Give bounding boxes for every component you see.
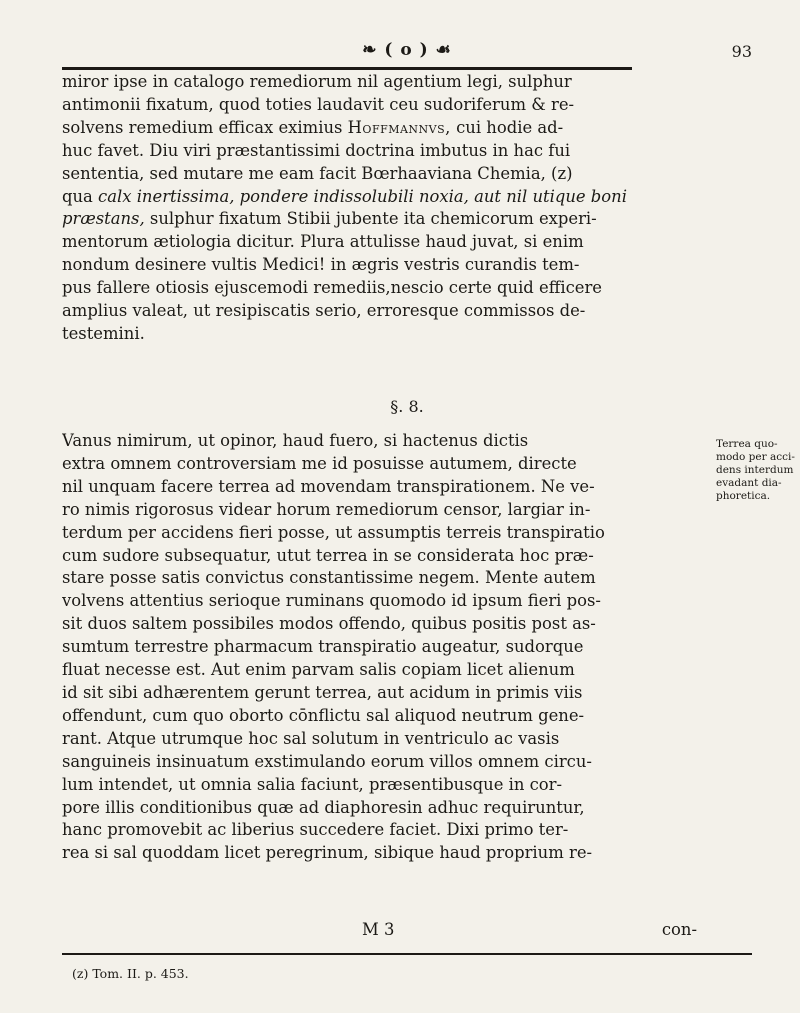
marginal-note [716,438,796,503]
signature-mark: M 3 [362,920,395,939]
text-line: fluat necesse est. Aut enim parvam salis copiam licet alienum [62,660,575,680]
text-line: huc favet. Diu viri præstantissimi doctrina imbutus in hac fui [62,140,571,160]
author-name: Hoffmannvs, [347,117,451,137]
paragraph-1 [62,71,752,346]
margin-line: evadant dia- [716,477,782,489]
page-number: 93 [731,42,752,61]
margin-line: dens interdum [716,464,794,476]
text-line: lum intendet, ut omnia salia faciunt, præsentibusque in cor- [62,774,563,794]
text-line: ro nimis rigorosus videar horum remediorum censor, largiar in- [62,499,591,519]
catchword: con- [661,920,697,939]
footnote-rule [62,953,752,955]
text-line: cum sudore subsequatur, utut terrea in se considerata hoc præ- [62,545,594,565]
footnote: (z) Tom. II. p. 453. [72,966,189,981]
text-line: sententia, sed mutare me eam facit Bœrhaaviana Chemia, (z) [62,163,573,183]
text-line: mentorum ætiologia dicitur. Plura attulisse haud juvat, si enim [62,232,584,252]
header-rule [62,67,632,70]
text-line: id sit sibi adhærentem gerunt terrea, aut acidum in primis viis [62,682,583,702]
text-line: stare posse satis convictus constantissime negem. Mente autem [62,568,596,588]
text-line: antimonii fixatum, quod toties laudavit ceu sudoriferum & re- [62,94,575,114]
text-line: nondum desinere vultis Medici! in ægris vestris curandis tem- [62,255,580,275]
text-line: hanc promovebit ac liberius succedere faciet. Dixi primo ter- [62,820,569,840]
margin-line: Terrea quo- [716,438,778,450]
text-line: volvens attentius serioque ruminans quomodo id ipsum fieri pos- [62,591,601,611]
text-line: testemini. [62,323,145,343]
text-line: miror ipse in catalogo remediorum nil agentium legi, sulphur [62,72,572,91]
text-line: solvens remedium efficax eximius Hoffmannvs, cui hodie ad- [62,117,564,137]
page-footer-line [62,920,752,942]
margin-line: phoretica. [716,490,771,502]
text-line: terdum per accidens fieri posse, ut assumptis terreis transpiratio [62,522,605,542]
text-line: rant. Atque utrumque hoc sal solutum in ventriculo ac vasis [62,728,560,748]
text-line: sanguineis insinuatum exstimulando eorum villos omnem circu- [62,751,592,771]
text-line: pore illis conditionibus quæ ad diaphoresin adhuc requiruntur, [62,797,585,817]
text-line: sumtum terrestre pharmacum transpiratio augeatur, sudorque [62,637,584,657]
text-line: Vanus nimirum, ut opinor, haud fuero, si hactenus dictis [62,431,529,450]
text-line: sit duos saltem possibiles modos offendo, quibus positis post as- [62,614,596,634]
text-line: offendunt, cum quo oborto cōnflictu sal aliquod neutrum gene- [62,705,585,725]
paragraph-2 [62,430,702,865]
text-line: rea si sal quoddam licet peregrinum, sibique haud proprium re- [62,843,593,863]
text-line: pus fallere otiosis ejuscemodi remediis,nescio certe quid efficere [62,278,603,298]
text-line: nil unquam facere terrea ad movendam transpirationem. Ne ve- [62,476,595,496]
header-ornament: ❧ ( o ) ☙ [362,40,452,60]
italic-quote: calx inertissima, pondere indissolubili noxia, aut nil utique boni [98,186,627,206]
text-line: extra omnem controversiam me id posuisse autumem, directe [62,453,577,473]
margin-line: modo per acci- [716,451,795,463]
section-heading: §. 8. [390,397,424,416]
text-line: qua calx inertissima, pondere indissolubili noxia, aut nil utique boni [62,186,627,206]
running-header [62,40,752,66]
text-line: præstans, sulphur fixatum Stibii jubente ita chemicorum experi- [62,209,597,229]
text-line: amplius valeat, ut resipiscatis serio, erroresque commissos de- [62,301,586,321]
italic-quote: præstans, [62,209,145,229]
